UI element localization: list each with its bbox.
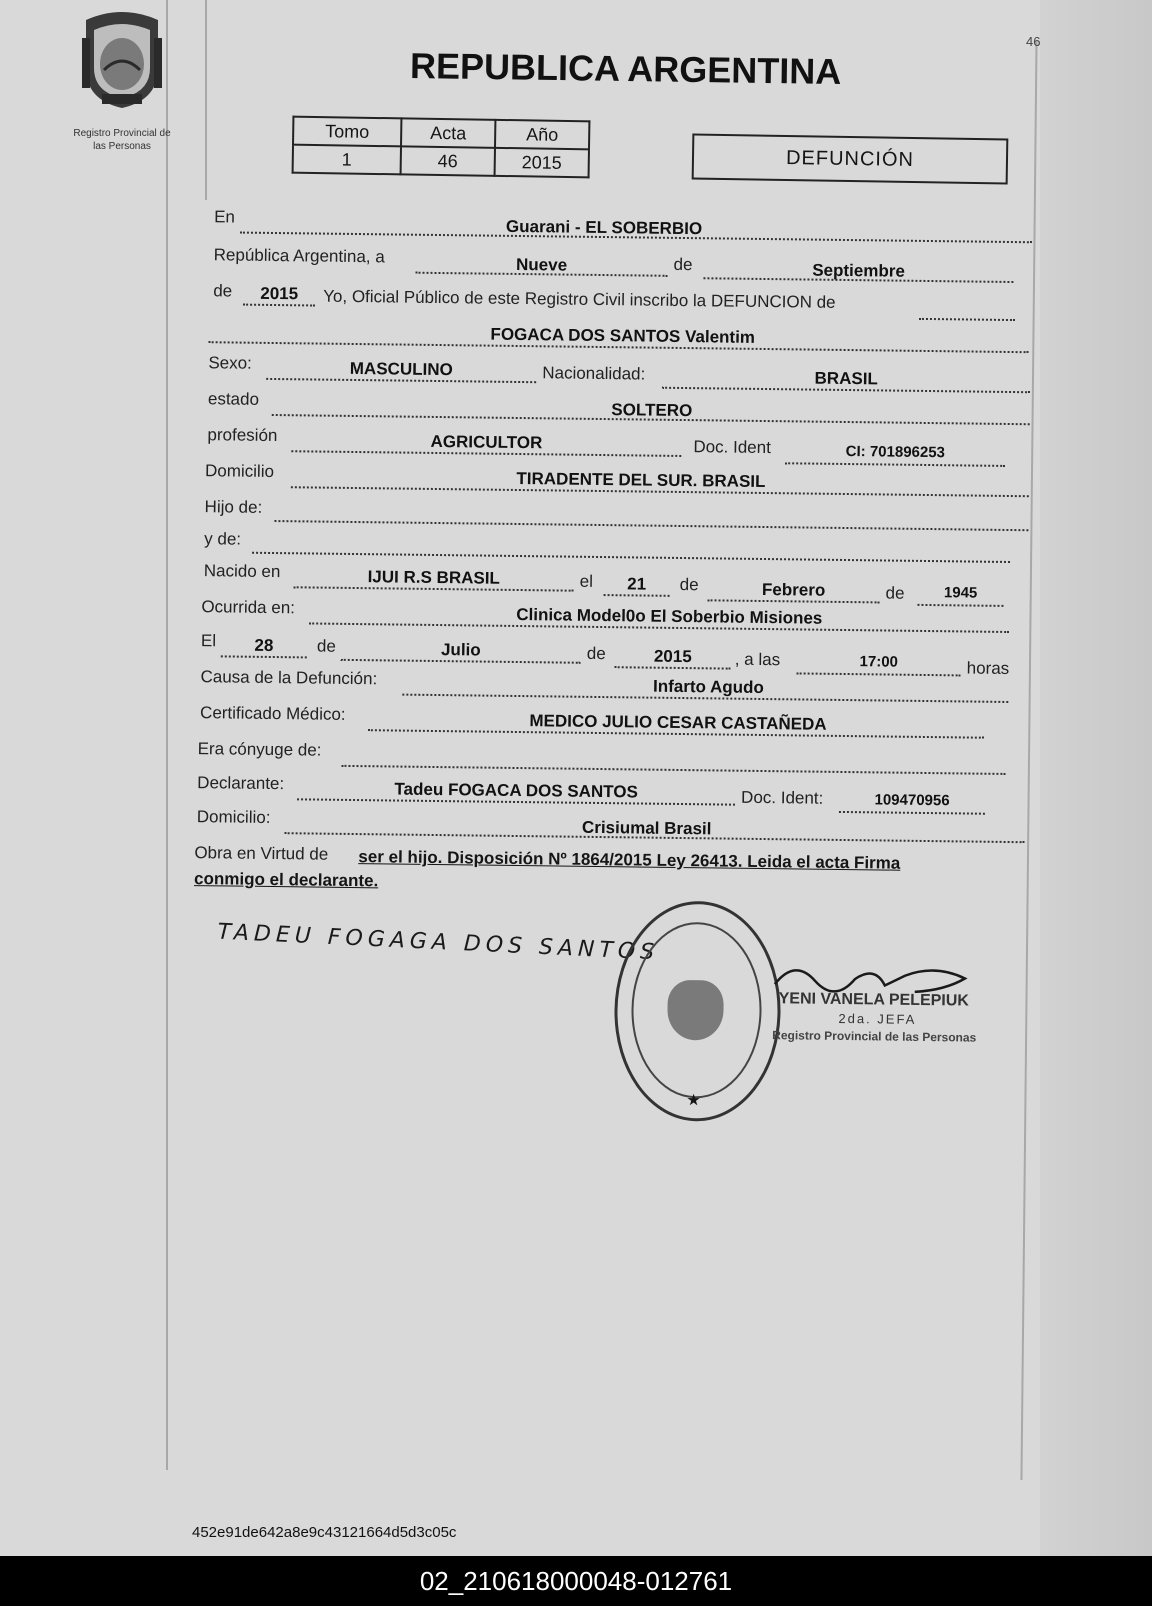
scan-id: 02_210618000048-012761 (419, 1565, 733, 1596)
hijo-label: Hijo de: (204, 497, 263, 517)
nacionalidad-label: Nacionalidad: (542, 363, 646, 384)
certificado-value: MEDICO JULIO CESAR CASTAÑEDA (529, 711, 827, 734)
death-month: Julio (440, 640, 481, 660)
volume-value-acta: 46 (401, 146, 495, 175)
doc2-line (839, 811, 985, 815)
declarante-label: Declarante: (197, 773, 285, 794)
official-stamp (613, 900, 782, 1122)
domicilio-label: Domicilio (204, 461, 275, 482)
rep-label: República Argentina, a (213, 245, 385, 267)
de-label-6: de (586, 643, 606, 664)
official-title: 2da. JEFA (838, 1010, 917, 1027)
en-label: En (214, 207, 236, 227)
act-type-label: DEFUNCIÓN (785, 146, 915, 171)
doc2-label: Doc. Ident: (740, 787, 824, 808)
death-time: 17:00 (859, 653, 899, 671)
deceased-name: FOGACA DOS SANTOS Valentim (490, 324, 756, 347)
sexo-label: Sexo: (208, 353, 252, 373)
conyuge-line (341, 765, 1005, 775)
obra-value: ser el hijo. Disposición Nº 1864/2015 Ley 26413. Leida el acta Firma (358, 847, 901, 873)
registry-name-line1: Registro Provincial de (73, 128, 171, 139)
sexo-value: MASCULINO (349, 358, 453, 380)
page-number: 46 (1026, 34, 1041, 49)
volume-header-acta: Acta (401, 118, 495, 147)
de-label-3: de (679, 574, 699, 595)
document-hash: 452e91de642a8e9c43121664d5d3c05c (192, 1524, 457, 1541)
obra-value-2: conmigo el declarante. (193, 869, 379, 891)
volume-value-tomo: 1 (293, 145, 401, 175)
domicilio2-value: Crisiumal Brasil (581, 817, 712, 839)
hijo-line (274, 520, 1028, 531)
el-label: el (579, 571, 594, 591)
de-label-1: de (673, 254, 693, 275)
causa-label: Causa de la Defunción: (200, 667, 378, 689)
statement-tail-line (919, 318, 1015, 321)
yde-label: y de: (204, 529, 242, 549)
causa-value: Infarto Agudo (652, 676, 764, 698)
conyuge-label: Era cónyuge de: (197, 739, 322, 760)
declarante-value: Tadeu FOGACA DOS SANTOS (394, 779, 638, 802)
day-value: Nueve (515, 254, 568, 275)
certificado-label: Certificado Médico: (199, 703, 346, 724)
nacionalidad-value: BRASIL (814, 368, 878, 389)
country-title: REPUBLICA ARGENTINA (409, 44, 842, 93)
official-stamp-star-icon: ★ (686, 1092, 701, 1110)
registry-name-line2: las Personas (93, 141, 151, 152)
profesion-label: profesión (207, 425, 278, 446)
doc-line (785, 462, 1005, 467)
nacido-label: Nacido en (203, 561, 281, 582)
scan-id-bar (0, 1556, 1152, 1606)
death-day: 28 (254, 635, 274, 656)
month-value: Septiembre (812, 260, 905, 281)
de-label-4: de (885, 583, 905, 603)
doc2-value: 109470956 (874, 791, 950, 810)
de-label-2: de (213, 281, 233, 301)
de-label-5: de (316, 636, 336, 656)
birth-month: Febrero (761, 579, 826, 600)
birth-year: 1945 (943, 584, 978, 602)
official-org: Registro Provincial de las Personas (772, 1028, 977, 1045)
profesion-value: AGRICULTOR (430, 431, 543, 453)
horas-label: horas (966, 658, 1010, 679)
domicilio-value: TIRADENTE DEL SUR. BRASIL (516, 468, 766, 492)
official-name: YENI VANELA PELEPIUK (778, 990, 969, 1010)
ocurrida-label: Ocurrida en: (201, 597, 296, 618)
death-year: 2015 (653, 646, 692, 667)
yde-line (252, 552, 1010, 563)
nacido-value: IJUI R.S BRASIL (367, 567, 501, 588)
doc-label: Doc. Ident (693, 437, 772, 458)
volume-header-tomo: Tomo (293, 117, 401, 147)
declarant-handwritten-signature: TADEU FOGAGA DOS SANTOS (216, 919, 660, 966)
estado-value: SOLTERO (611, 400, 693, 421)
alas-label: , a las (734, 649, 781, 670)
obra-label: Obra en Virtud de (194, 843, 329, 864)
doc-value: CI: 701896253 (845, 442, 946, 462)
volume-value-ano: 2015 (495, 148, 589, 177)
birth-day: 21 (627, 574, 647, 594)
estado-label: estado (207, 389, 260, 409)
el2-label: El (200, 631, 217, 651)
death-time-line (797, 672, 961, 676)
year-value: 2015 (260, 283, 299, 304)
domicilio2-label: Domicilio: (196, 807, 271, 827)
en-value: Guarani - EL SOBERBIO (505, 216, 703, 239)
birth-year-line (917, 604, 1003, 607)
ocurrida-value: Clinica Model0o El Soberbio Misiones (516, 604, 823, 628)
volume-header-ano: Año (495, 120, 589, 149)
registry-statement: Yo, Oficial Público de este Registro Civil inscribo la DEFUNCION de (323, 286, 836, 312)
